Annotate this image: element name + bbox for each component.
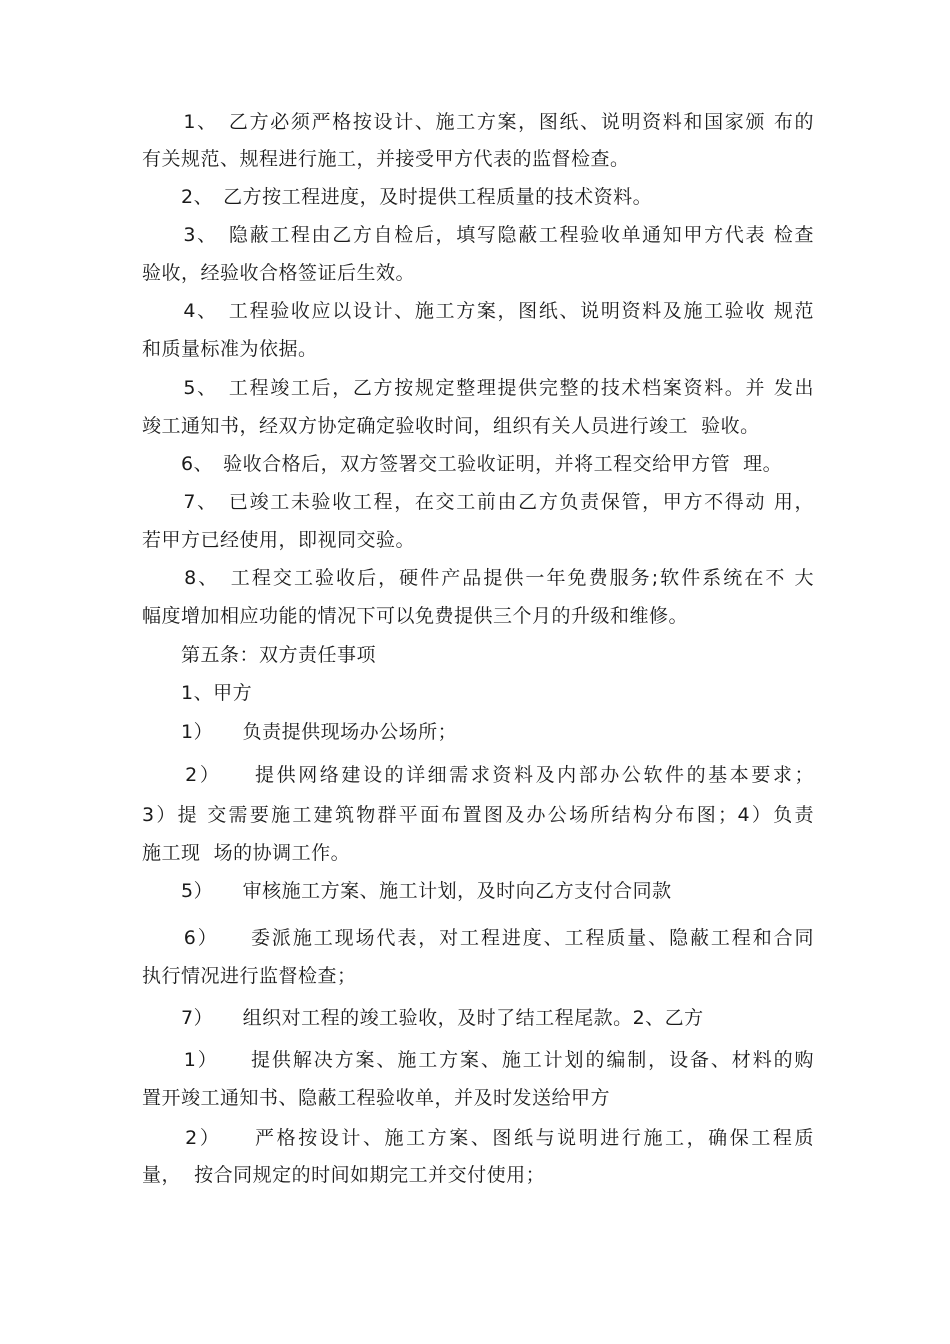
text-line: 8、 工程交工验收后，硬件产品提供一年免费服务;软件系统在不 大 bbox=[142, 567, 814, 589]
text-line: 幅度增加相应功能的情况下可以免费提供三个月的升级和维修。 bbox=[142, 605, 689, 627]
text-line: 6） 委派施工现场代表，对工程进度、工程质量、隐蔽工程和合同 bbox=[142, 927, 814, 949]
section-heading: 第五条：双方责任事项 bbox=[142, 644, 377, 666]
text-line: 1、 乙方必须严格按设计、施工方案，图纸、说明资料和国家颁 布的 bbox=[142, 111, 814, 133]
text-line: 竣工通知书，经双方协定确定验收时间，组织有关人员进行竣工 验收。 bbox=[142, 415, 760, 437]
text-line: 6、 验收合格后，双方签署交工验收证明，并将工程交给甲方管 理。 bbox=[142, 453, 783, 475]
text-line: 2） 严格按设计、施工方案、图纸与说明进行施工，确保工程质 bbox=[142, 1127, 814, 1149]
text-line: 4、 工程验收应以设计、施工方案，图纸、说明资料及施工验收 规范 bbox=[142, 300, 814, 322]
text-line: 5、 工程竣工后，乙方按规定整理提供完整的技术档案资料。并 发出 bbox=[142, 377, 814, 399]
text-line: 1） 提供解决方案、施工方案、施工计划的编制，设备、材料的购 bbox=[142, 1049, 814, 1071]
text-line: 7、 已竣工未验收工程，在交工前由乙方负责保管，甲方不得动 用， bbox=[142, 491, 814, 513]
text-line: 若甲方已经使用，即视同交验。 bbox=[142, 529, 416, 551]
text-line: 3、 隐蔽工程由乙方自检后，填写隐蔽工程验收单通知甲方代表 检查 bbox=[142, 224, 814, 246]
text-line: 1） 负责提供现场办公场所； bbox=[142, 721, 458, 743]
text-line: 5） 审核施工方案、施工计划，及时向乙方支付合同款 bbox=[142, 880, 672, 902]
text-line: 验收，经验收合格签证后生效。 bbox=[142, 262, 416, 284]
text-line: 执行情况进行监督检查； bbox=[142, 965, 357, 987]
text-line: 和质量标准为依据。 bbox=[142, 338, 318, 360]
text-line: 2） 提供网络建设的详细需求资料及内部办公软件的基本要求； bbox=[142, 764, 814, 786]
text-line: 7） 组织对工程的竣工验收，及时了结工程尾款。2、乙方 bbox=[142, 1007, 704, 1029]
text-line: 2、 乙方按工程进度，及时提供工程质量的技术资料。 bbox=[142, 186, 653, 208]
text-line: 1、甲方 bbox=[142, 682, 253, 704]
text-line: 施工现 场的协调工作。 bbox=[142, 842, 351, 864]
text-line: 3）提 交需要施工建筑物群平面布置图及办公场所结构分布图；4）负责 bbox=[142, 804, 814, 826]
text-line: 有关规范、规程进行施工，并接受甲方代表的监督检查。 bbox=[142, 148, 630, 170]
text-line: 量， 按合同规定的时间如期完工并交付使用； bbox=[142, 1164, 546, 1186]
text-line: 置开竣工通知书、隐蔽工程验收单，并及时发送给甲方 bbox=[142, 1087, 611, 1109]
